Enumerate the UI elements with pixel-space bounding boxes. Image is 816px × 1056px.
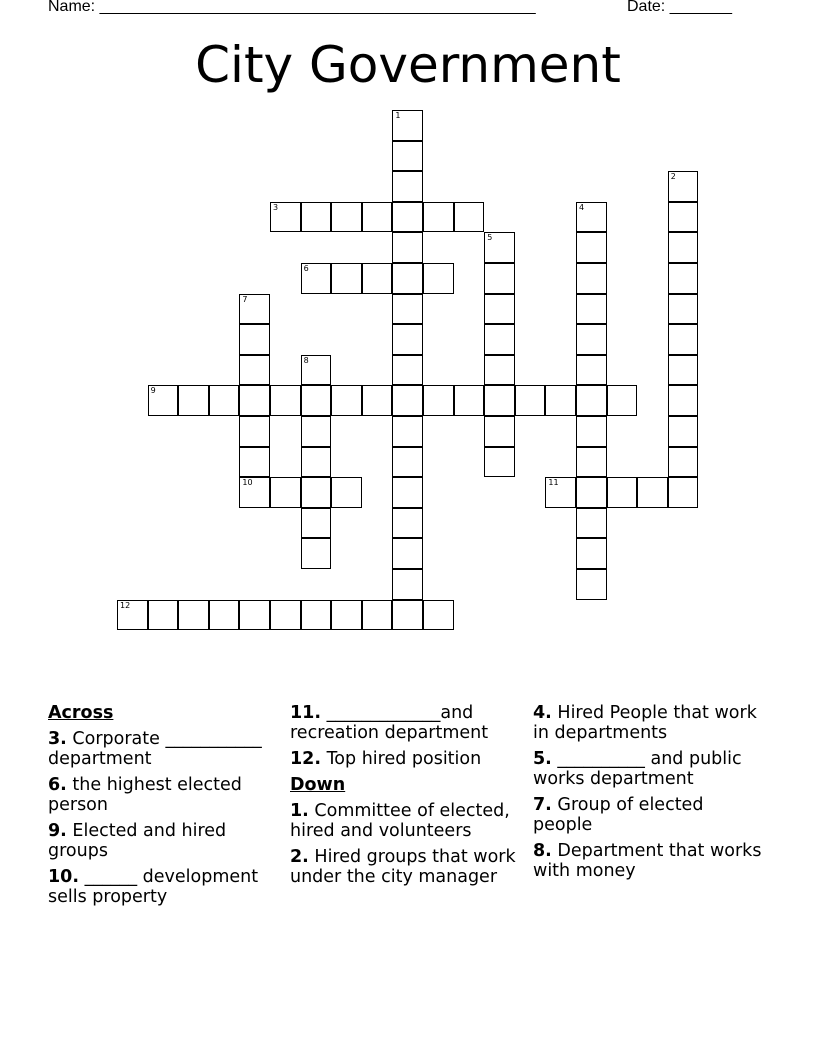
grid-cell[interactable] bbox=[576, 477, 607, 508]
cell-number: 5 bbox=[487, 233, 493, 243]
grid-cell[interactable] bbox=[392, 385, 423, 416]
clue-text: ______ development sells property bbox=[48, 867, 259, 907]
clue-text: __________ and public works department bbox=[533, 749, 742, 789]
grid-cell[interactable] bbox=[637, 477, 668, 508]
grid-cell[interactable] bbox=[668, 324, 699, 355]
grid-cell[interactable] bbox=[392, 141, 423, 172]
grid-cell[interactable] bbox=[484, 385, 515, 416]
cell-number: 10 bbox=[242, 478, 253, 488]
grid-cell[interactable] bbox=[576, 263, 607, 294]
cell-number: 8 bbox=[303, 355, 309, 365]
clue-across-12 bbox=[290, 749, 525, 769]
grid-cell[interactable] bbox=[331, 600, 362, 631]
grid-cell[interactable] bbox=[301, 538, 332, 569]
grid-cell[interactable] bbox=[423, 600, 454, 631]
clue-text: Committee of elected, hired and volunteers bbox=[290, 801, 510, 841]
grid-cell[interactable] bbox=[178, 385, 209, 416]
grid-cell[interactable] bbox=[270, 385, 301, 416]
grid-cell[interactable] bbox=[362, 385, 393, 416]
grid-cell[interactable] bbox=[239, 385, 270, 416]
grid-cell[interactable] bbox=[239, 600, 270, 631]
grid-cell[interactable] bbox=[392, 508, 423, 539]
grid-cell[interactable] bbox=[301, 355, 332, 386]
grid-cell[interactable] bbox=[545, 385, 576, 416]
clue-across-3 bbox=[48, 729, 283, 769]
grid-cell[interactable] bbox=[668, 232, 699, 263]
grid-cell[interactable] bbox=[668, 416, 699, 447]
grid-cell[interactable] bbox=[392, 294, 423, 325]
grid-cell[interactable] bbox=[484, 294, 515, 325]
grid-cell[interactable] bbox=[239, 416, 270, 447]
grid-cell[interactable] bbox=[484, 263, 515, 294]
grid-cell[interactable] bbox=[484, 324, 515, 355]
clues-column-1 bbox=[48, 703, 283, 913]
clue-across-9 bbox=[48, 821, 283, 861]
clue-down-1 bbox=[290, 801, 525, 841]
clue-number: 4. bbox=[533, 703, 552, 723]
grid-cell[interactable] bbox=[423, 385, 454, 416]
cell-number: 3 bbox=[273, 202, 279, 212]
clue-across-6 bbox=[48, 775, 283, 815]
clue-down-7 bbox=[533, 795, 768, 835]
clue-text: Department that works with money bbox=[533, 841, 762, 881]
grid-cell[interactable] bbox=[423, 263, 454, 294]
across-heading: Across bbox=[48, 703, 114, 723]
cell-number: 12 bbox=[120, 600, 131, 610]
grid-cell[interactable] bbox=[301, 447, 332, 478]
clue-text: Top hired position bbox=[326, 749, 482, 769]
grid-cell[interactable] bbox=[331, 202, 362, 233]
clue-number: 3. bbox=[48, 729, 67, 749]
clues-column-3 bbox=[533, 703, 768, 887]
grid-cell[interactable] bbox=[576, 385, 607, 416]
clue-text: Hired groups that work under the city manager bbox=[290, 847, 516, 887]
grid-cell[interactable] bbox=[392, 263, 423, 294]
grid-cell[interactable] bbox=[576, 569, 607, 600]
grid-cell[interactable] bbox=[239, 324, 270, 355]
grid-cell[interactable] bbox=[331, 263, 362, 294]
grid-cell[interactable] bbox=[392, 324, 423, 355]
clue-text: Hired People that work in departments bbox=[533, 703, 757, 743]
clue-number: 2. bbox=[290, 847, 309, 867]
clue-number: 8. bbox=[533, 841, 552, 861]
name-field-label: Name: _________________________________________________ bbox=[48, 0, 536, 15]
grid-cell[interactable] bbox=[668, 477, 699, 508]
grid-cell[interactable] bbox=[301, 385, 332, 416]
clue-text: the highest elected person bbox=[48, 775, 242, 815]
clue-number: 1. bbox=[290, 801, 309, 821]
grid-cell[interactable] bbox=[392, 202, 423, 233]
grid-cell[interactable] bbox=[576, 508, 607, 539]
grid-cell[interactable] bbox=[392, 232, 423, 263]
cell-number: 2 bbox=[670, 172, 676, 182]
grid-cell[interactable] bbox=[576, 447, 607, 478]
grid-cell[interactable] bbox=[392, 600, 423, 631]
grid-cell[interactable] bbox=[545, 477, 576, 508]
grid-cell[interactable] bbox=[301, 600, 332, 631]
grid-cell[interactable] bbox=[301, 477, 332, 508]
grid-cell[interactable] bbox=[270, 202, 301, 233]
clue-number: 6. bbox=[48, 775, 67, 795]
grid-cell[interactable] bbox=[392, 569, 423, 600]
grid-cell[interactable] bbox=[607, 385, 638, 416]
clue-number: 11. bbox=[290, 703, 322, 723]
grid-cell[interactable] bbox=[392, 416, 423, 447]
clue-across-10 bbox=[48, 867, 283, 907]
grid-cell[interactable] bbox=[484, 232, 515, 263]
grid-cell[interactable] bbox=[392, 538, 423, 569]
grid-cell[interactable] bbox=[301, 416, 332, 447]
grid-cell[interactable] bbox=[117, 600, 148, 631]
grid-cell[interactable] bbox=[362, 202, 393, 233]
grid-cell[interactable] bbox=[454, 385, 485, 416]
grid-cell[interactable] bbox=[392, 110, 423, 141]
cell-number: 1 bbox=[395, 111, 401, 120]
grid-cell[interactable] bbox=[209, 385, 240, 416]
cell-number: 7 bbox=[242, 294, 248, 304]
clues-column-2 bbox=[290, 703, 525, 893]
grid-cell[interactable] bbox=[607, 477, 638, 508]
clue-number: 9. bbox=[48, 821, 67, 841]
grid-cell[interactable] bbox=[178, 600, 209, 631]
grid-cell[interactable] bbox=[148, 600, 179, 631]
grid-cell[interactable] bbox=[423, 202, 454, 233]
cell-number: 11 bbox=[548, 478, 559, 488]
grid-cell[interactable] bbox=[239, 355, 270, 386]
cell-number: 9 bbox=[150, 386, 156, 396]
grid-cell[interactable] bbox=[392, 171, 423, 202]
grid-cell[interactable] bbox=[576, 538, 607, 569]
cell-number: 4 bbox=[579, 202, 585, 212]
clue-down-4 bbox=[533, 703, 768, 743]
grid-cell[interactable] bbox=[239, 477, 270, 508]
grid-cell[interactable] bbox=[239, 447, 270, 478]
grid-cell[interactable] bbox=[270, 477, 301, 508]
grid-cell[interactable] bbox=[576, 294, 607, 325]
clue-text: Corporate ___________ department bbox=[48, 729, 262, 769]
grid-cell[interactable] bbox=[239, 294, 270, 325]
grid-cell[interactable] bbox=[484, 355, 515, 386]
grid-cell[interactable] bbox=[668, 385, 699, 416]
clue-text: _____________and recreation department bbox=[290, 703, 489, 743]
grid-cell[interactable] bbox=[515, 385, 546, 416]
grid-cell[interactable] bbox=[392, 355, 423, 386]
grid-cell[interactable] bbox=[668, 294, 699, 325]
grid-cell[interactable] bbox=[392, 447, 423, 478]
clue-number: 5. bbox=[533, 749, 552, 769]
grid-cell[interactable] bbox=[362, 263, 393, 294]
grid-cell[interactable] bbox=[331, 477, 362, 508]
clue-across-11 bbox=[290, 703, 525, 743]
grid-cell[interactable] bbox=[484, 447, 515, 478]
grid-cell[interactable] bbox=[209, 600, 240, 631]
grid-cell[interactable] bbox=[301, 202, 332, 233]
grid-cell[interactable] bbox=[576, 202, 607, 233]
grid-cell[interactable] bbox=[392, 477, 423, 508]
grid-cell[interactable] bbox=[270, 600, 301, 631]
clue-down-2 bbox=[290, 847, 525, 887]
grid-cell[interactable] bbox=[331, 385, 362, 416]
grid-cell[interactable] bbox=[668, 171, 699, 202]
grid-cell[interactable] bbox=[668, 202, 699, 233]
grid-cell[interactable] bbox=[576, 355, 607, 386]
grid-cell[interactable] bbox=[454, 202, 485, 233]
clue-number: 10. bbox=[48, 867, 80, 887]
grid-cell[interactable] bbox=[668, 355, 699, 386]
clue-down-5 bbox=[533, 749, 768, 789]
grid-cell[interactable] bbox=[301, 508, 332, 539]
clue-down-8 bbox=[533, 841, 768, 881]
page-title: City Government bbox=[195, 36, 621, 94]
date-field-label: Date: _______ bbox=[627, 0, 732, 15]
grid-cell[interactable] bbox=[576, 232, 607, 263]
grid-cell[interactable] bbox=[576, 324, 607, 355]
grid-cell[interactable] bbox=[484, 416, 515, 447]
clue-text: Group of elected people bbox=[533, 795, 704, 835]
down-heading: Down bbox=[290, 775, 346, 795]
clue-text: Elected and hired groups bbox=[48, 821, 227, 861]
clue-number: 7. bbox=[533, 795, 552, 815]
grid-cell[interactable] bbox=[668, 447, 699, 478]
grid-cell[interactable] bbox=[148, 385, 179, 416]
grid-cell[interactable] bbox=[301, 263, 332, 294]
grid-cell[interactable] bbox=[576, 416, 607, 447]
grid-cell[interactable] bbox=[362, 600, 393, 631]
clue-number: 12. bbox=[290, 749, 322, 769]
grid-cell[interactable] bbox=[668, 263, 699, 294]
cell-number: 6 bbox=[303, 264, 309, 273]
